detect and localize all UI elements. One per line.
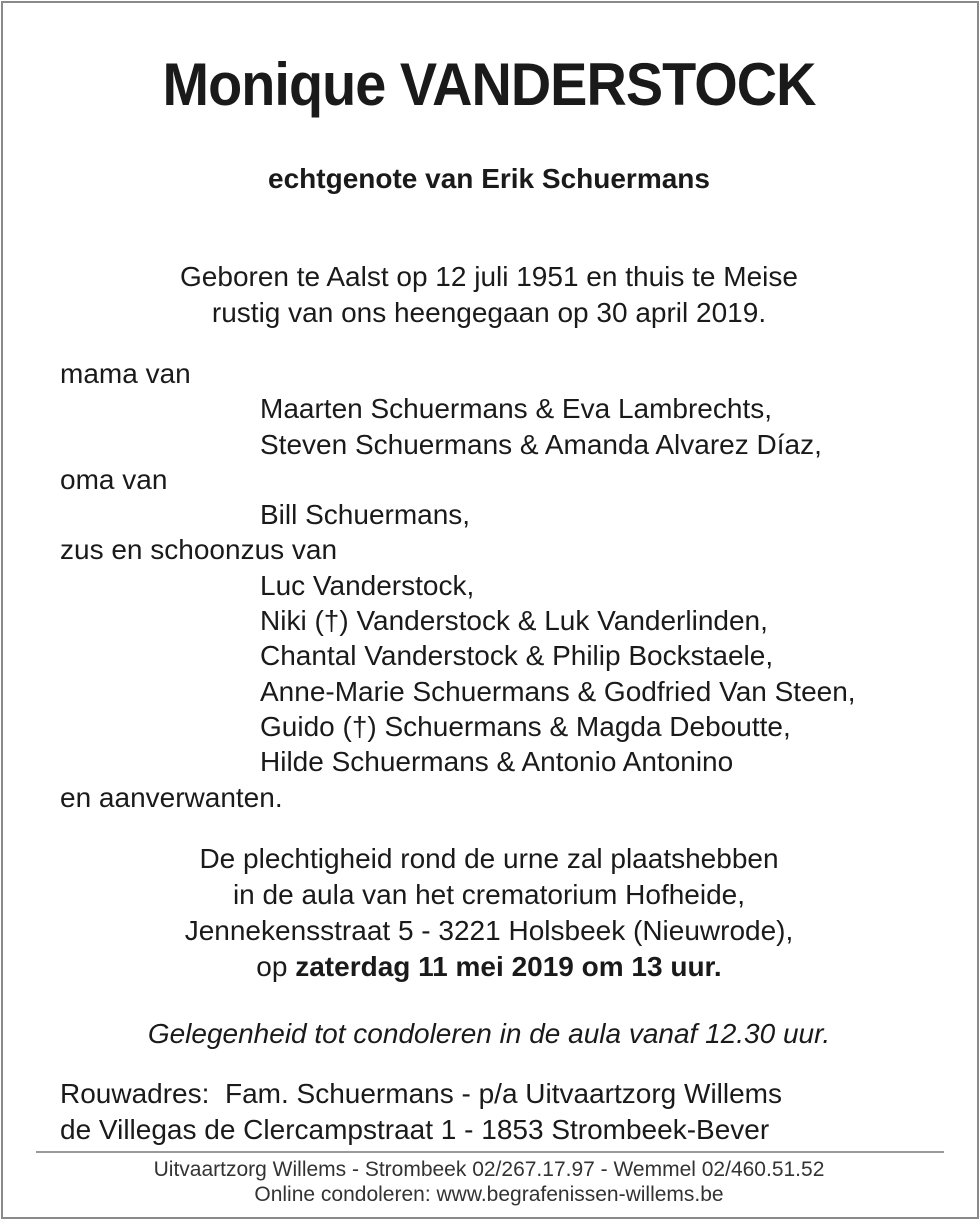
ceremony-line-2: in de aula van het crematorium Hofheide, xyxy=(232,879,746,910)
address-line-2: de Villegas de Clercampstraat 1 - 1853 Strombeek-Bever xyxy=(60,1114,770,1145)
child-name: Maarten Schuermans & Eva Lambrechts, xyxy=(260,393,773,425)
relatives-closing: en aanverwanten. xyxy=(60,781,283,813)
sibling-name: Guido (†) Schuermans & Magda Deboutte, xyxy=(260,710,791,742)
birth-line-1: Geboren te Aalst op 12 juli 1951 en thuis te Meise xyxy=(180,261,798,292)
address-line-1: Rouwadres: Fam. Schuermans - p/a Uitvaartzorg Willems xyxy=(60,1078,782,1109)
ceremony-line-3: Jennekensstraat 5 - 3221 Holsbeek (Nieuwrode), xyxy=(184,915,794,946)
sibling-name: Niki (†) Vanderstock & Luk Vanderlinden, xyxy=(260,605,768,637)
oma-label: oma van xyxy=(60,463,168,495)
child-name: Steven Schuermans & Amanda Alvarez Díaz, xyxy=(260,428,822,460)
family-list xyxy=(60,356,856,815)
birth-line-2: rustig van ons heengegaan op 30 april 2019. xyxy=(211,297,767,328)
ceremony-date-prefix: op xyxy=(256,951,296,982)
sibling-name: Luc Vanderstock, xyxy=(260,569,475,601)
birth-death-text xyxy=(0,259,978,331)
sibling-label: zus en schoonzus van xyxy=(60,534,338,566)
sibling-name: Chantal Vanderstock & Philip Bockstaele, xyxy=(260,640,774,672)
condolence-note: Gelegenheid tot condoleren in de aula vanaf 12.30 uur. xyxy=(147,1018,831,1049)
ceremony-line-1: De plechtigheid rond de urne zal plaatshebben xyxy=(199,843,779,874)
sibling-name: Anne-Marie Schuermans & Godfried Van Steen, xyxy=(260,675,856,707)
deceased-name: Monique VANDERSTOCK xyxy=(162,51,816,118)
ceremony-date: zaterdag 11 mei 2019 om 13 uur. xyxy=(295,951,722,982)
mourning-address xyxy=(60,1076,782,1148)
footer xyxy=(0,1157,978,1207)
sibling-name: Hilde Schuermans & Antonio Antonino xyxy=(260,746,734,778)
footer-contact: Uitvaartzorg Willems - Strombeek 02/267.17.97 - Wemmel 02/460.51.52 xyxy=(153,1158,825,1181)
footer-divider xyxy=(36,1151,944,1153)
ceremony-date-line xyxy=(0,949,978,985)
mama-label: mama van xyxy=(60,358,191,389)
footer-website: Online condoleren: www.begrafenissen-willems.be xyxy=(254,1183,724,1206)
ceremony-details xyxy=(0,841,978,985)
spouse-subtitle: echtgenote van Erik Schuermans xyxy=(268,163,710,194)
grandchild-name: Bill Schuermans, xyxy=(260,499,471,531)
